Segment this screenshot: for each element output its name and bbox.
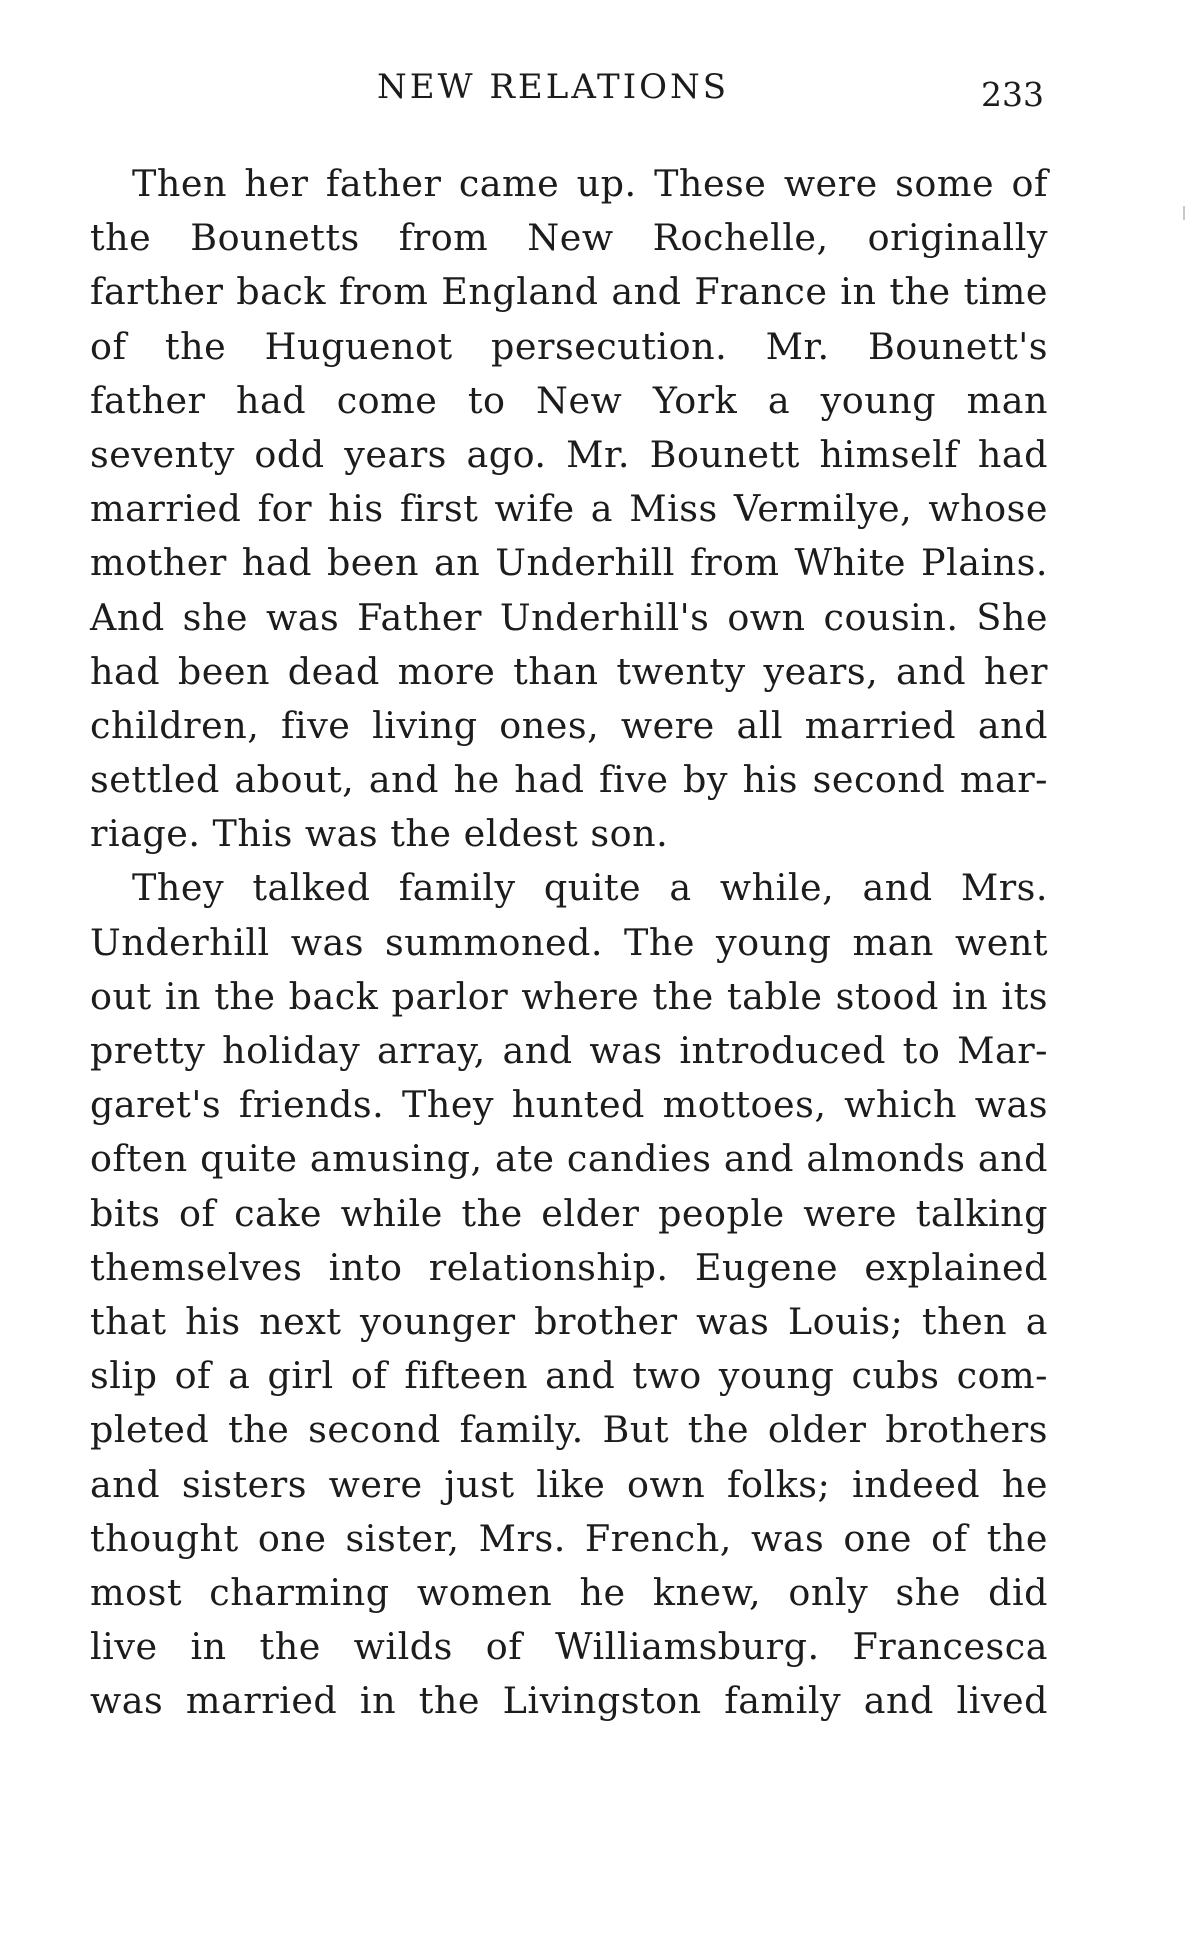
text-line: Then her father came up. These were some of (132, 162, 1048, 205)
text-line: themselves into relationship. Eugene explained (90, 1245, 1048, 1289)
text-line: slip of a girl of fifteen and two young cubs com- (90, 1354, 1048, 1398)
text-line: and sisters were just like own folks; indeed he (90, 1462, 1048, 1506)
text-line: riage. This was the eldest son. (90, 812, 669, 856)
text-line: mother had been an Underhill from White Plains. (90, 541, 1048, 585)
text-line: garet's friends. They hunted mottoes, which was (90, 1083, 1048, 1127)
text-line: had been dead more than twenty years, and her (90, 649, 1048, 693)
body-text (90, 157, 1048, 1728)
text-line: father had come to New York a young man (90, 378, 1048, 422)
paper-speck (1183, 206, 1185, 220)
text-line: most charming women he knew, only she did (90, 1570, 1048, 1614)
text-line: often quite amusing, ate candies and almonds and (90, 1137, 1048, 1181)
text-line: pretty holiday array, and was introduced to Mar- (90, 1029, 1048, 1072)
text-line: pleted the second family. But the older brothers (90, 1408, 1048, 1452)
text-line: bits of cake while the elder people were talking (90, 1191, 1048, 1235)
text-line: seventy odd years ago. Mr. Bounett himself had (90, 432, 1048, 476)
text-line: of the Huguenot persecution. Mr. Bounett's (90, 324, 1048, 368)
text-line: children, five living ones, were all married and (90, 703, 1048, 747)
text-line: the Bounetts from New Rochelle, originally (90, 216, 1048, 260)
text-line: live in the wilds of Williamsburg. Francesca (90, 1625, 1048, 1669)
text-line: And she was Father Underhill's own cousin. She (90, 595, 1048, 639)
text-line: that his next younger brother was Louis; then a (90, 1299, 1048, 1343)
text-line: thought one sister, Mrs. French, was one of the (90, 1516, 1048, 1560)
page-number: 233 (981, 75, 1044, 114)
text-line: married for his first wife a Miss Vermilye, whose (90, 487, 1048, 531)
text-line: settled about, and he had five by his second mar- (90, 758, 1048, 802)
text-line: farther back from England and France in the time (90, 270, 1048, 314)
text-line: Underhill was summoned. The young man went (90, 920, 1048, 964)
text-line: They talked family quite a while, and Mrs. (132, 866, 1048, 910)
text-line: was married in the Livingston family and lived (90, 1679, 1048, 1723)
running-title: NEW RELATIONS (377, 67, 730, 107)
text-line: out in the back parlor where the table stood in its (90, 974, 1048, 1018)
